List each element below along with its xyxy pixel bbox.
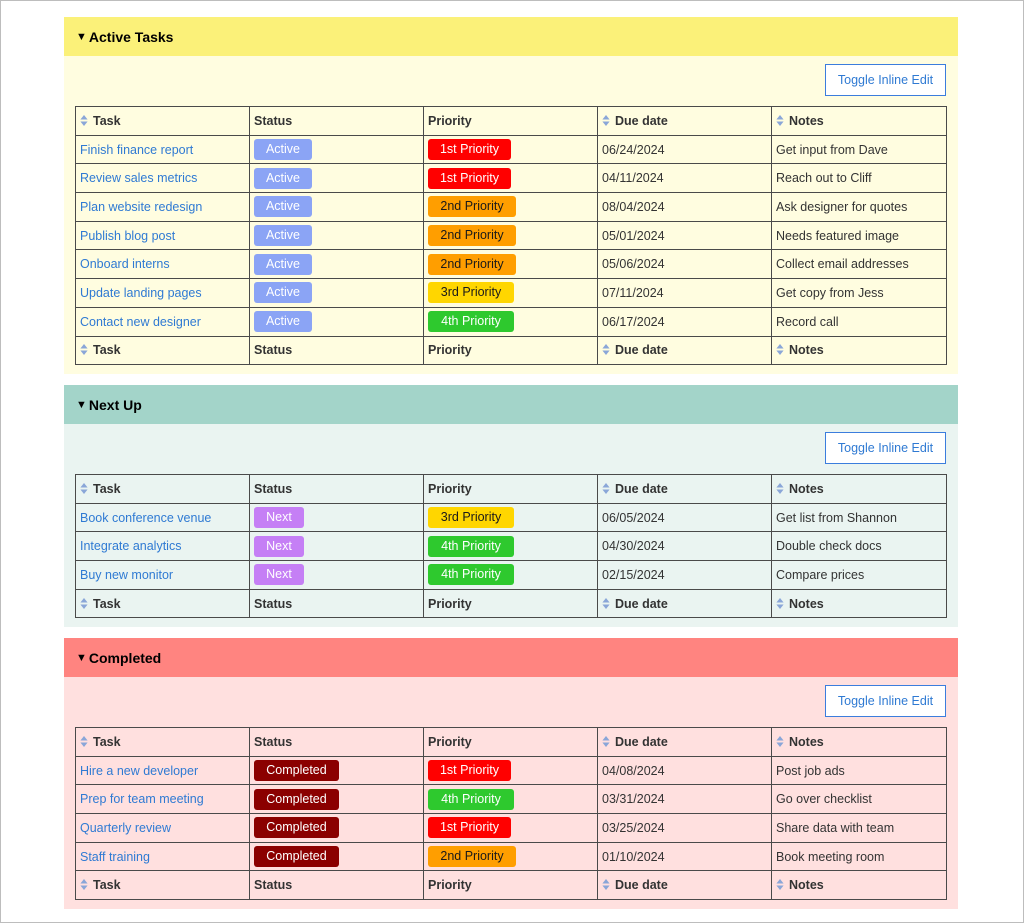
sort-icon[interactable] xyxy=(776,483,783,495)
due-date-cell xyxy=(598,561,772,590)
toggle-inline-edit-button[interactable]: Toggle Inline Edit xyxy=(825,64,946,96)
task-cell xyxy=(76,307,250,336)
tasks-table xyxy=(75,727,947,900)
task-link[interactable]: Prep for team meeting xyxy=(80,792,204,807)
status-badge: Next xyxy=(254,507,304,528)
column-header-notes[interactable] xyxy=(772,871,947,900)
table-row xyxy=(76,164,947,193)
due-date-text: 06/17/2024 xyxy=(602,314,665,329)
due-date-cell xyxy=(598,164,772,193)
column-header-label: Notes xyxy=(789,734,824,749)
due-date-cell xyxy=(598,756,772,785)
sort-icon[interactable] xyxy=(80,736,87,748)
notes-cell xyxy=(772,785,947,814)
column-header-label: Priority xyxy=(428,878,472,893)
status-badge: Active xyxy=(254,282,312,303)
status-cell xyxy=(250,307,424,336)
column-header-notes[interactable] xyxy=(772,589,947,618)
column-header-status xyxy=(250,107,424,136)
notes-text: Get list from Shannon xyxy=(776,510,897,525)
column-header-label: Priority xyxy=(428,343,472,358)
column-header-notes[interactable] xyxy=(772,336,947,365)
column-header-label: Status xyxy=(254,878,293,893)
table-row xyxy=(76,814,947,843)
priority-cell xyxy=(424,561,598,590)
notes-cell xyxy=(772,503,947,532)
notes-cell xyxy=(772,561,947,590)
table-row xyxy=(76,785,947,814)
sort-icon[interactable] xyxy=(776,115,783,127)
task-cell xyxy=(76,193,250,222)
sort-icon[interactable] xyxy=(80,879,87,891)
task-cell xyxy=(76,135,250,164)
section-title: Active Tasks xyxy=(88,28,174,45)
due-date-text: 04/30/2024 xyxy=(602,539,665,554)
task-cell xyxy=(76,164,250,193)
column-header-due-date[interactable] xyxy=(598,589,772,618)
column-header-notes[interactable] xyxy=(772,475,947,504)
due-date-text: 05/01/2024 xyxy=(602,228,665,243)
priority-cell xyxy=(424,532,598,561)
due-date-text: 06/24/2024 xyxy=(602,142,665,157)
priority-badge: 4th Priority xyxy=(428,536,514,557)
column-header-label: Notes xyxy=(789,113,824,128)
priority-badge: 1st Priority xyxy=(428,139,511,160)
column-header-label: Due date xyxy=(615,113,668,128)
notes-text: Record call xyxy=(776,314,839,329)
column-header-status xyxy=(250,589,424,618)
section-active-tasks xyxy=(64,17,958,374)
sort-icon[interactable] xyxy=(602,344,609,356)
priority-cell xyxy=(424,221,598,250)
due-date-cell xyxy=(598,307,772,336)
notes-cell xyxy=(772,756,947,785)
table-row xyxy=(76,221,947,250)
notes-cell xyxy=(772,307,947,336)
due-date-text: 03/25/2024 xyxy=(602,820,665,835)
column-header-label: Notes xyxy=(789,343,824,358)
due-date-cell xyxy=(598,532,772,561)
status-cell xyxy=(250,193,424,222)
task-cell xyxy=(76,279,250,308)
due-date-text: 06/05/2024 xyxy=(602,510,665,525)
priority-cell xyxy=(424,193,598,222)
column-header-due-date[interactable] xyxy=(598,107,772,136)
priority-badge: 4th Priority xyxy=(428,311,514,332)
sort-icon[interactable] xyxy=(776,879,783,891)
column-header-label: Priority xyxy=(428,113,472,128)
priority-cell xyxy=(424,135,598,164)
section-body xyxy=(64,424,958,627)
priority-badge: 1st Priority xyxy=(428,760,511,781)
column-header-label: Status xyxy=(254,113,293,128)
column-header-priority xyxy=(424,475,598,504)
status-badge: Completed xyxy=(254,760,339,781)
column-header-label: Status xyxy=(254,596,293,611)
notes-cell xyxy=(772,221,947,250)
sort-icon[interactable] xyxy=(80,483,87,495)
column-header-priority xyxy=(424,728,598,757)
status-cell xyxy=(250,532,424,561)
column-header-priority xyxy=(424,589,598,618)
due-date-cell xyxy=(598,842,772,871)
column-header-notes[interactable] xyxy=(772,728,947,757)
priority-badge: 2nd Priority xyxy=(428,225,516,246)
priority-cell xyxy=(424,164,598,193)
notes-cell xyxy=(772,250,947,279)
column-header-label: Notes xyxy=(789,481,824,496)
sort-icon[interactable] xyxy=(80,344,87,356)
sort-icon[interactable] xyxy=(602,483,609,495)
column-header-notes[interactable] xyxy=(772,107,947,136)
caret-down-icon: ▼ xyxy=(76,398,87,411)
priority-cell xyxy=(424,756,598,785)
priority-cell xyxy=(424,279,598,308)
due-date-cell xyxy=(598,193,772,222)
toggle-inline-edit-button[interactable]: Toggle Inline Edit xyxy=(825,685,946,717)
task-link[interactable]: Buy new monitor xyxy=(80,567,174,582)
status-cell xyxy=(250,561,424,590)
column-header-label: Notes xyxy=(789,878,824,893)
notes-cell xyxy=(772,193,947,222)
table-row xyxy=(76,307,947,336)
column-header-due-date[interactable] xyxy=(598,728,772,757)
task-cell xyxy=(76,756,250,785)
status-badge: Active xyxy=(254,254,312,275)
notes-cell xyxy=(772,135,947,164)
column-header-label: Task xyxy=(93,343,121,358)
table-row xyxy=(76,532,947,561)
sort-icon[interactable] xyxy=(602,598,609,610)
status-cell xyxy=(250,842,424,871)
sort-icon[interactable] xyxy=(776,344,783,356)
column-header-label: Task xyxy=(93,878,121,893)
task-link[interactable]: Integrate analytics xyxy=(80,539,182,554)
column-header-task[interactable] xyxy=(76,107,250,136)
priority-badge: 3rd Priority xyxy=(428,282,514,303)
sort-icon[interactable] xyxy=(80,115,87,127)
column-header-due-date[interactable] xyxy=(598,871,772,900)
due-date-text: 05/06/2024 xyxy=(602,257,665,272)
due-date-text: 07/11/2024 xyxy=(602,285,664,300)
table-row xyxy=(76,503,947,532)
column-header-label: Status xyxy=(254,734,293,749)
status-cell xyxy=(250,814,424,843)
status-cell xyxy=(250,164,424,193)
column-header-priority xyxy=(424,871,598,900)
column-header-due-date[interactable] xyxy=(598,475,772,504)
column-header-label: Due date xyxy=(615,734,668,749)
task-link[interactable]: Review sales metrics xyxy=(80,171,198,186)
sort-icon[interactable] xyxy=(602,736,609,748)
due-date-text: 01/10/2024 xyxy=(602,849,665,864)
task-link[interactable]: Update landing pages xyxy=(80,285,202,300)
column-header-status xyxy=(250,728,424,757)
task-link[interactable]: Staff training xyxy=(80,849,150,864)
sort-icon[interactable] xyxy=(602,879,609,891)
status-badge: Active xyxy=(254,225,312,246)
priority-cell xyxy=(424,503,598,532)
priority-cell xyxy=(424,842,598,871)
notes-text: Needs featured image xyxy=(776,228,899,243)
section-body xyxy=(64,677,958,909)
table-header-row xyxy=(76,728,947,757)
notes-text: Go over checklist xyxy=(776,792,872,807)
column-header-label: Task xyxy=(93,481,121,496)
table-row xyxy=(76,193,947,222)
status-badge: Active xyxy=(254,311,312,332)
column-header-task[interactable] xyxy=(76,475,250,504)
priority-badge: 1st Priority xyxy=(428,817,511,838)
table-header-row xyxy=(76,475,947,504)
task-cell xyxy=(76,250,250,279)
status-cell xyxy=(250,135,424,164)
column-header-label: Task xyxy=(93,734,121,749)
status-cell xyxy=(250,785,424,814)
column-header-label: Priority xyxy=(428,481,472,496)
notes-text: Share data with team xyxy=(776,820,895,835)
toggle-inline-edit-button[interactable]: Toggle Inline Edit xyxy=(825,432,946,464)
column-header-task[interactable] xyxy=(76,336,250,365)
notes-text: Reach out to Cliff xyxy=(776,171,872,186)
table-header-row xyxy=(76,107,947,136)
section-title: Completed xyxy=(88,649,162,666)
priority-badge: 4th Priority xyxy=(428,789,514,810)
notes-cell xyxy=(772,279,947,308)
table-footer-row xyxy=(76,336,947,365)
column-header-label: Due date xyxy=(615,481,668,496)
notes-text: Compare prices xyxy=(776,567,865,582)
tasks-table xyxy=(75,106,947,365)
status-cell xyxy=(250,756,424,785)
section-header-toggle[interactable] xyxy=(64,638,958,677)
column-header-label: Task xyxy=(93,113,121,128)
notes-text: Get copy from Jess xyxy=(776,285,884,300)
task-cell xyxy=(76,503,250,532)
column-header-status xyxy=(250,475,424,504)
notes-text: Book meeting room xyxy=(776,849,885,864)
status-cell xyxy=(250,279,424,308)
priority-cell xyxy=(424,814,598,843)
due-date-cell xyxy=(598,221,772,250)
notes-text: Post job ads xyxy=(776,763,845,778)
section-header-toggle[interactable] xyxy=(64,385,958,424)
priority-badge: 2nd Priority xyxy=(428,196,516,217)
task-cell xyxy=(76,561,250,590)
task-link[interactable]: Hire a new developer xyxy=(80,763,199,778)
notes-text: Ask designer for quotes xyxy=(776,199,908,214)
column-header-task[interactable] xyxy=(76,728,250,757)
due-date-cell xyxy=(598,814,772,843)
task-link[interactable]: Onboard interns xyxy=(80,257,170,272)
due-date-cell xyxy=(598,503,772,532)
column-header-priority xyxy=(424,336,598,365)
task-cell xyxy=(76,532,250,561)
notes-cell xyxy=(772,814,947,843)
priority-badge: 1st Priority xyxy=(428,168,511,189)
column-header-due-date[interactable] xyxy=(598,336,772,365)
notes-cell xyxy=(772,164,947,193)
column-header-task[interactable] xyxy=(76,871,250,900)
notes-text: Get input from Dave xyxy=(776,142,888,157)
column-header-label: Status xyxy=(254,481,293,496)
column-header-label: Task xyxy=(93,596,121,611)
priority-cell xyxy=(424,250,598,279)
sort-icon[interactable] xyxy=(776,598,783,610)
notes-cell xyxy=(772,532,947,561)
table-row xyxy=(76,250,947,279)
priority-cell xyxy=(424,307,598,336)
due-date-cell xyxy=(598,279,772,308)
sort-icon[interactable] xyxy=(776,736,783,748)
due-date-cell xyxy=(598,785,772,814)
column-header-label: Priority xyxy=(428,734,472,749)
task-link[interactable]: Contact new designer xyxy=(80,314,201,329)
caret-down-icon: ▼ xyxy=(76,30,87,43)
section-completed xyxy=(64,638,958,909)
table-row xyxy=(76,135,947,164)
due-date-cell xyxy=(598,135,772,164)
table-footer-row xyxy=(76,871,947,900)
column-header-priority xyxy=(424,107,598,136)
section-body xyxy=(64,56,958,374)
section-next-up xyxy=(64,385,958,627)
status-badge: Next xyxy=(254,564,304,585)
column-header-status xyxy=(250,871,424,900)
notes-text: Collect email addresses xyxy=(776,257,909,272)
column-header-label: Priority xyxy=(428,596,472,611)
due-date-text: 03/31/2024 xyxy=(602,792,665,807)
task-link[interactable]: Quarterly review xyxy=(80,820,171,835)
sort-icon[interactable] xyxy=(602,115,609,127)
status-cell xyxy=(250,503,424,532)
status-badge: Completed xyxy=(254,789,339,810)
column-header-task[interactable] xyxy=(76,589,250,618)
due-date-text: 08/04/2024 xyxy=(602,199,665,214)
status-badge: Completed xyxy=(254,817,339,838)
tasks-table xyxy=(75,474,947,618)
column-header-label: Due date xyxy=(615,343,668,358)
table-footer-row xyxy=(76,589,947,618)
status-badge: Active xyxy=(254,139,312,160)
priority-badge: 2nd Priority xyxy=(428,254,516,275)
task-cell xyxy=(76,814,250,843)
table-row xyxy=(76,561,947,590)
column-header-label: Notes xyxy=(789,596,824,611)
task-cell xyxy=(76,785,250,814)
status-badge: Completed xyxy=(254,846,339,867)
status-badge: Active xyxy=(254,168,312,189)
notes-cell xyxy=(772,842,947,871)
task-link[interactable]: Finish finance report xyxy=(80,142,194,157)
status-badge: Next xyxy=(254,536,304,557)
column-header-label: Due date xyxy=(615,596,668,611)
priority-badge: 2nd Priority xyxy=(428,846,516,867)
task-link[interactable]: Plan website redesign xyxy=(80,199,203,214)
section-header-toggle[interactable] xyxy=(64,17,958,56)
priority-badge: 3rd Priority xyxy=(428,507,514,528)
task-link[interactable]: Publish blog post xyxy=(80,228,176,243)
due-date-text: 04/08/2024 xyxy=(602,763,665,778)
section-title: Next Up xyxy=(88,396,142,413)
due-date-text: 02/15/2024 xyxy=(602,567,665,582)
task-cell xyxy=(76,221,250,250)
table-row xyxy=(76,842,947,871)
column-header-status xyxy=(250,336,424,365)
status-cell xyxy=(250,250,424,279)
notes-text: Double check docs xyxy=(776,539,882,554)
column-header-label: Status xyxy=(254,343,293,358)
caret-down-icon: ▼ xyxy=(76,651,87,664)
due-date-cell xyxy=(598,250,772,279)
task-cell xyxy=(76,842,250,871)
sort-icon[interactable] xyxy=(80,598,87,610)
priority-badge: 4th Priority xyxy=(428,564,514,585)
status-badge: Active xyxy=(254,196,312,217)
task-link[interactable]: Book conference venue xyxy=(80,510,212,525)
due-date-text: 04/11/2024 xyxy=(602,171,664,186)
table-row xyxy=(76,756,947,785)
status-cell xyxy=(250,221,424,250)
column-header-label: Due date xyxy=(615,878,668,893)
table-row xyxy=(76,279,947,308)
priority-cell xyxy=(424,785,598,814)
